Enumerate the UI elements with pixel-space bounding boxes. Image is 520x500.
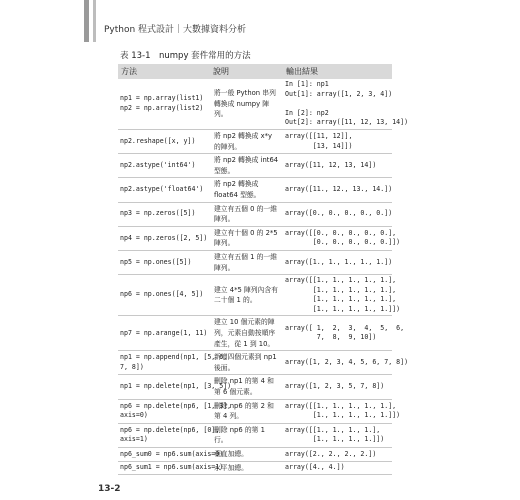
description-cell: 將 np2 轉換成 float64 型態。 [210,178,283,202]
output-cell: In [1]: np1 Out[1]: array([1, 2, 3, 4]) In [2]: np2 Out[2]: array([11, 12, 13, 14]) [283,79,392,129]
description-cell: 水平加總。 [210,461,283,475]
description-cell: 建立有五個 0 的一維陣列。 [210,202,283,226]
table-caption: 表 13-1 numpy 套件常用的方法 [120,51,251,61]
table-row [118,375,392,399]
method-cell: np1 = np.append(np1, [5, 6, 7, 8]) [118,351,210,375]
column-header-method: 方法 [118,64,210,79]
table-row [118,316,392,351]
table-row [118,399,392,423]
description-cell: 將 np2 轉換成 int64 型態。 [210,154,283,178]
output-cell: array([[1., 1., 1., 1., 1.], [1., 1., 1., 1., 1.]]) [283,399,392,423]
table-row [118,129,392,153]
output-cell: array([[0., 0., 0., 0., 0.], [0., 0., 0., 0., 0.]]) [283,226,392,250]
numpy-methods-table [118,64,409,475]
table-row [118,202,392,226]
column-header-output: 輸出結果 [283,64,392,79]
description-cell: 刪除 np6 的第 1 行。 [210,423,283,447]
method-cell: np1 = np.delete(np1, [3, 5]) [118,375,210,399]
description-cell: 建立 4*5 陣列內含有二十個 1 的。 [210,275,283,316]
output-cell: array([[1., 1., 1., 1.], [1., 1., 1., 1.]]) [283,423,392,447]
table-row [118,461,392,475]
table-row [118,154,392,178]
method-cell: np2.reshape([x, y]) [118,129,210,153]
description-cell: 新增四個元素到 np1 後面。 [210,351,283,375]
method-cell: np2.astype('float64') [118,178,210,202]
output-cell: array([2., 2., 2., 2.]) [283,448,392,462]
method-cell: np7 = np.arange(1, 11) [118,316,210,351]
description-cell: 垂直加總。 [210,448,283,462]
header-accent-bar [84,0,89,42]
method-cell: np1 = np.array(list1) np2 = np.array(list2) [118,79,210,129]
page-number: 13-2 [98,484,121,494]
output-cell: array([1., 1., 1., 1., 1.]) [283,250,392,274]
description-cell: 建立 10 個元素的陣列，元素自動按順序產生，從 1 到 10。 [210,316,283,351]
description-cell: 建立有五個 1 的一維陣列。 [210,250,283,274]
table-row [118,351,392,375]
output-cell: array([1, 2, 3, 5, 7, 8]) [283,375,392,399]
output-cell: array([11., 12., 13., 14.]) [283,178,392,202]
description-cell: 將一般 Python 串列轉換成 numpy 陣列。 [210,79,283,129]
output-cell: array([0., 0., 0., 0., 0.]) [283,202,392,226]
output-cell: array([4., 4.]) [283,461,392,475]
table-row [118,423,392,447]
method-cell: np2.astype('int64') [118,154,210,178]
description-cell: 建立有十個 0 的 2*5 陣列。 [210,226,283,250]
output-cell: array([[1., 1., 1., 1., 1.], [1., 1., 1., 1., 1.], [1., 1., 1., 1., 1.], [1., 1., 1., 1., 1.]]) [283,275,392,316]
output-cell: array([11, 12, 13, 14]) [283,154,392,178]
table-row [118,178,392,202]
table-row [118,79,392,129]
description-cell: 將 np2 轉換成 x*y 的陣列。 [210,129,283,153]
method-cell: np3 = np.zeros([5]) [118,202,210,226]
output-cell: array([1, 2, 3, 4, 5, 6, 7, 8]) [283,351,392,375]
description-cell: 刪除 np6 的第 2 和第 4 列。 [210,399,283,423]
column-header-description: 說明 [210,64,283,79]
description-cell: 刪除 np1 的第 4 和第 6 個元素。 [210,375,283,399]
method-cell: np6 = np.ones([4, 5]) [118,275,210,316]
table-header-row [118,64,392,79]
table-row [118,226,392,250]
table-row [118,275,392,316]
running-header: Python 程式設計｜大數據資料分析 [104,25,247,35]
method-cell: np4 = np.zeros([2, 5]) [118,226,210,250]
table-row [118,250,392,274]
method-cell: np6 = np.delete(np6, [0], axis=1) [118,423,210,447]
method-cell: np5 = np.ones([5]) [118,250,210,274]
method-cell: np6_sum0 = np6.sum(axis=0) [118,448,210,462]
output-cell: array([ 1, 2, 3, 4, 5, 6, 7, 8, 9, 10]) [283,316,392,351]
table-row [118,448,392,462]
output-cell: array([[11, 12]], [13, 14]]) [283,129,392,153]
header-accent-bar-thin [93,0,96,42]
method-cell: np6_sum1 = np6.sum(axis=1) [118,461,210,475]
method-cell: np6 = np.delete(np6, [1, 3], axis=0) [118,399,210,423]
